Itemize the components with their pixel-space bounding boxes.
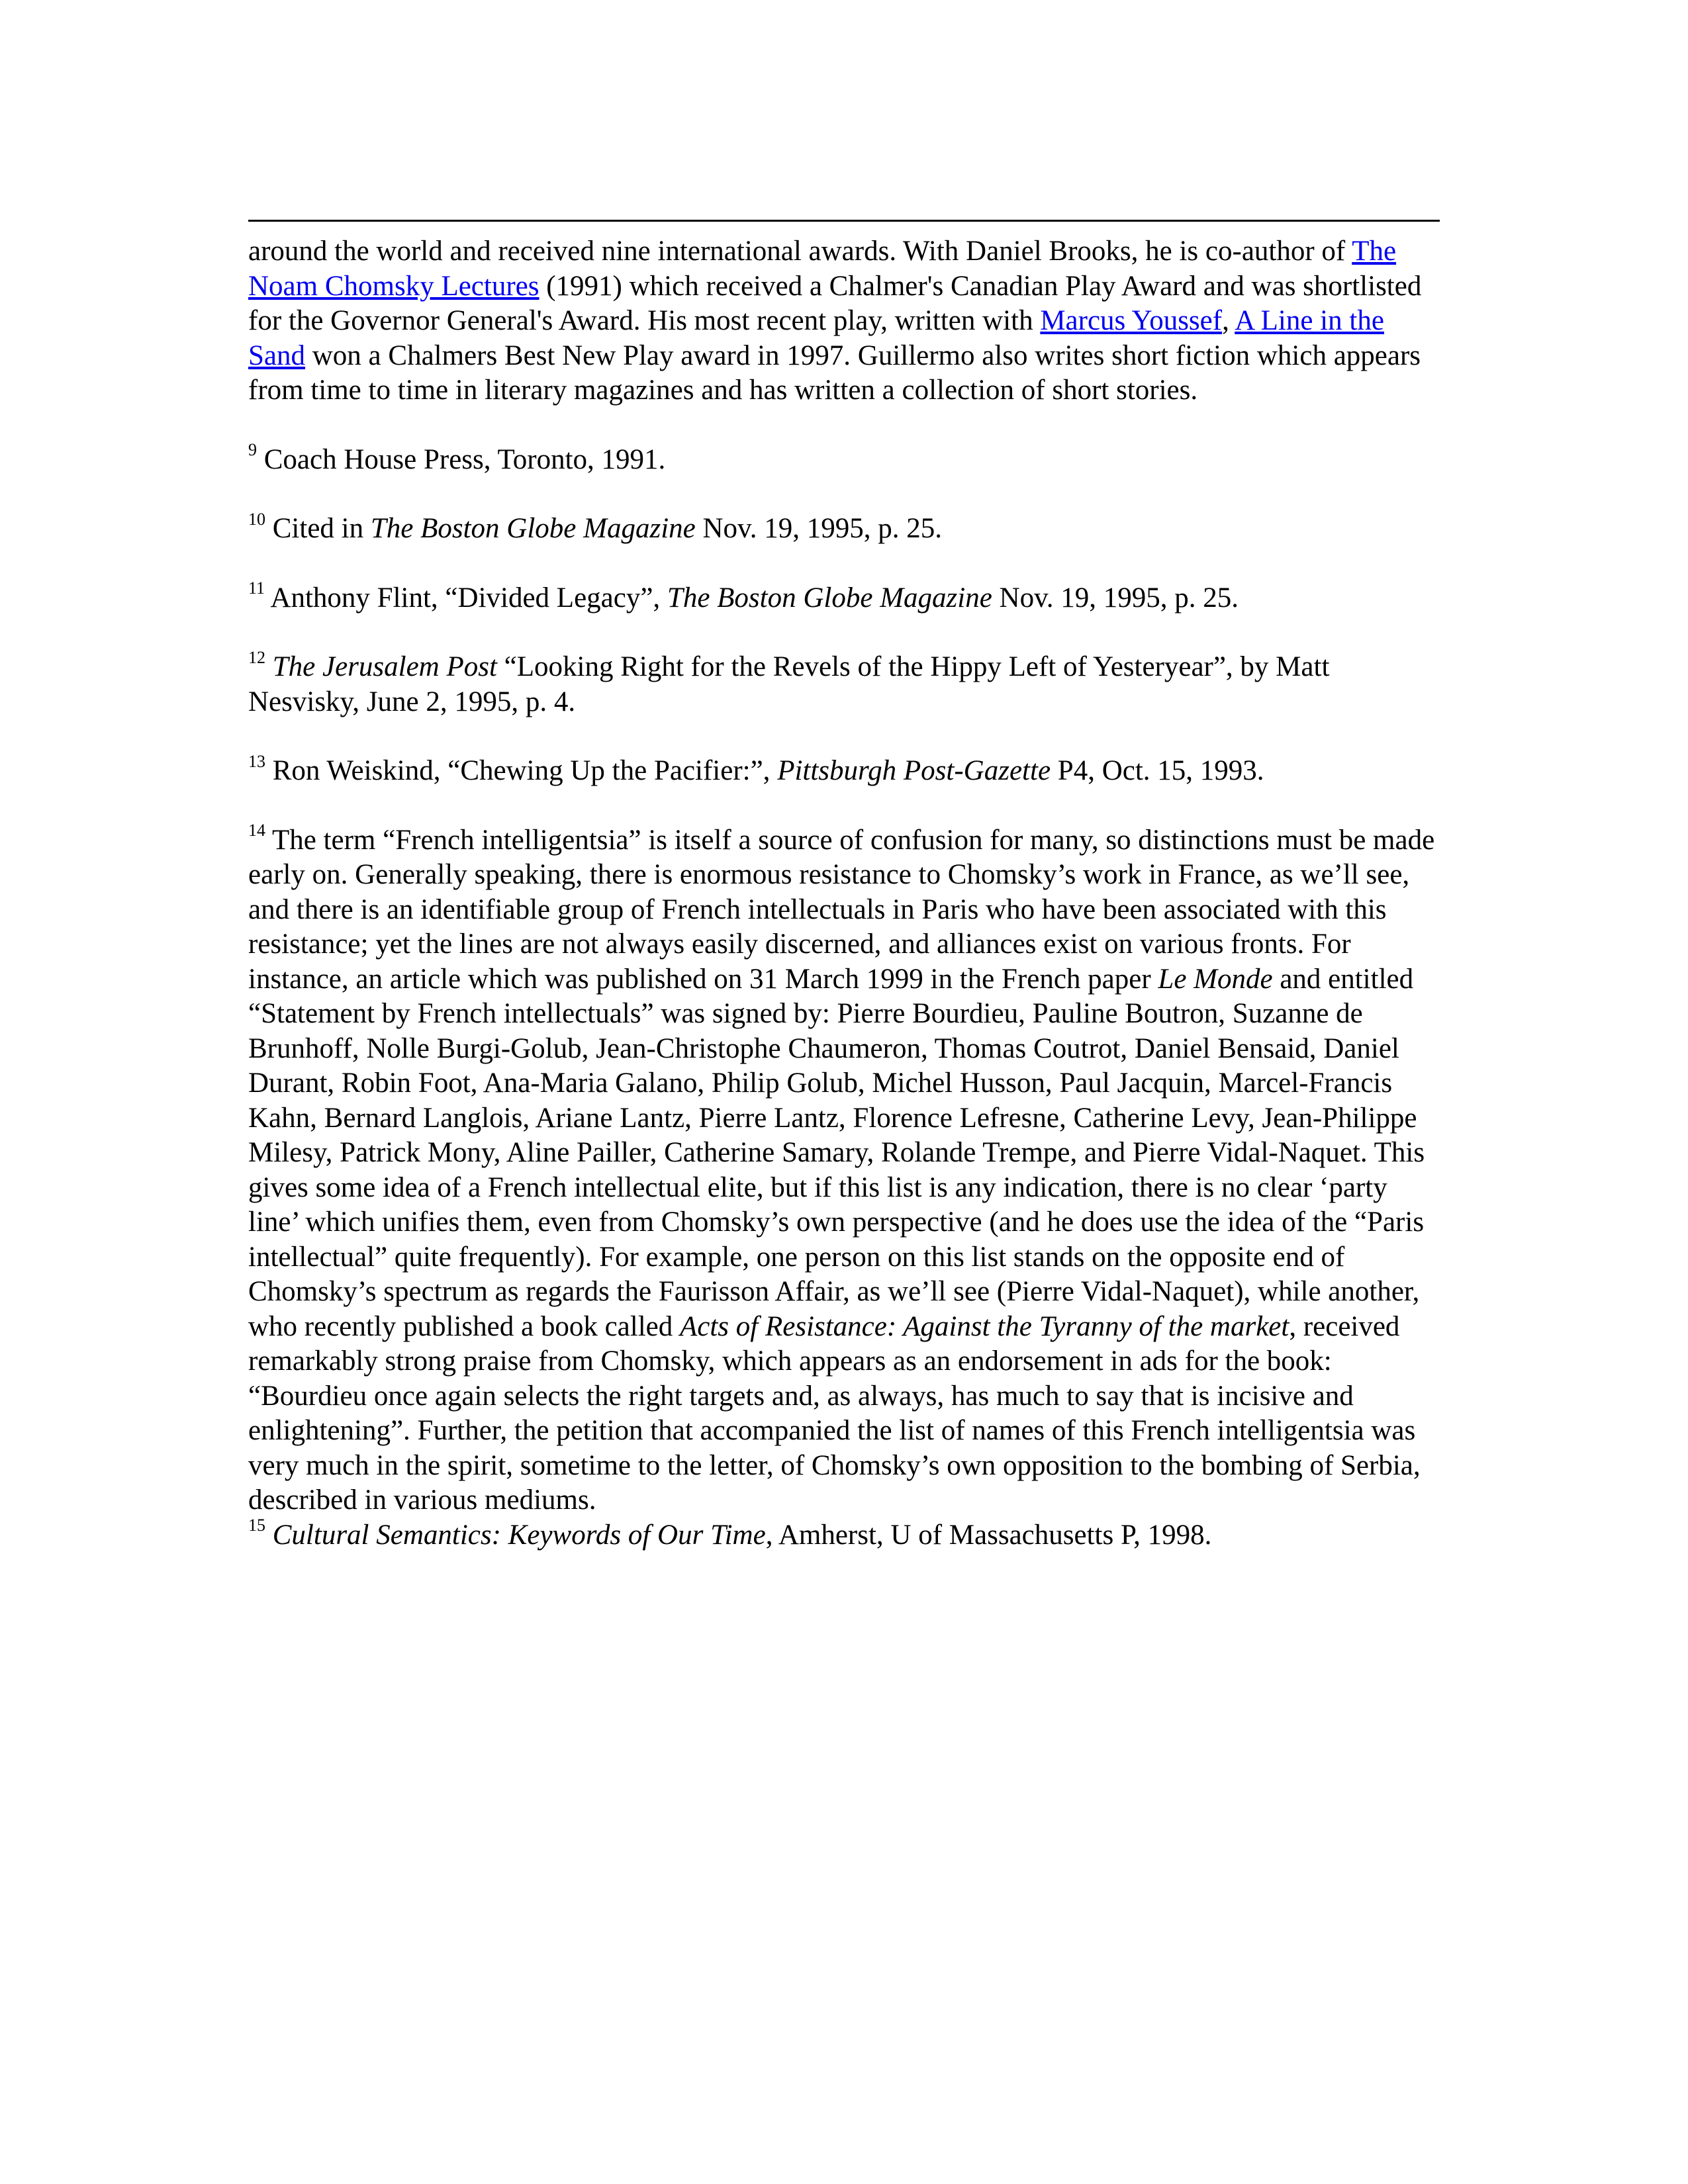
footnote-text: [265, 1520, 273, 1551]
footnote-14: [248, 823, 1440, 1518]
footnote-text: Nov. 19, 1995, p. 25.: [695, 513, 942, 544]
publication-title: The Boston Globe Magazine: [667, 582, 992, 614]
footnote-13: [248, 751, 1440, 789]
continuation-text-2: (1991) which received a Chalmer's Canadian Play Award and was shortlisted for the Governor General's Award. His most recent play, written with: [248, 270, 1422, 336]
footnote-number: 12: [248, 647, 265, 667]
link-noam-chomsky-lectures[interactable]: The Noam Chomsky Lectures: [248, 236, 1397, 302]
footnotes-area: [248, 234, 1440, 1553]
footnote-10: [248, 509, 1440, 547]
publication-title: The Jerusalem Post: [272, 651, 497, 682]
footnote-text: , Amherst, U of Massachusetts P, 1998.: [765, 1519, 1212, 1551]
footnote-12: [248, 647, 1440, 719]
footnote-number: 15: [248, 1516, 265, 1535]
footnote-text: Ron Weiskind, “Chewing Up the Pacifier:”,: [265, 755, 778, 786]
footnote-number: 11: [248, 578, 265, 598]
footnote-text: Cited in: [265, 513, 371, 544]
publication-title: Le Monde: [1158, 963, 1273, 995]
book-title: Acts of Resistance: Against the Tyranny of the market: [679, 1310, 1289, 1342]
footnote-8-continuation: [248, 234, 1440, 408]
continuation-text-1: around the world and received nine international awards. With Daniel Brooks, he is co-author of: [248, 236, 1352, 267]
continuation-text-3: ,: [1222, 305, 1235, 336]
footnote-text: Anthony Flint, “Divided Legacy”,: [265, 582, 667, 614]
link-marcus-youssef[interactable]: Marcus Youssef: [1040, 305, 1223, 336]
book-title: Cultural Semantics: Keywords of Our Time: [272, 1519, 766, 1551]
footnote-separator-rule: [248, 220, 1440, 222]
continuation-text-4: won a Chalmers Best New Play award in 1997. Guillermo also writes short fiction which appears from time to time in literary magazines and has written a collection of short stories.: [248, 340, 1421, 406]
footnote-number: 14: [248, 821, 265, 841]
footnote-15: [248, 1518, 1440, 1553]
footnote-text: The term “French intelligentsia” is itself a source of confusion for many, so distinctions must be made early on. Generally speaking, there is enormous resistance to Chomsky’s work in France, as we’ll see, and there is an identifiable group of French intellectuals in Paris who have been associated with this resistance; yet the lines are not always easily discerned, and alliances exist on various fronts. For instance, an article which was published on 31 March 1999 in the French paper: [248, 824, 1435, 995]
publication-title: Pittsburgh Post-Gazette: [777, 755, 1051, 786]
footnote-number: 10: [248, 509, 265, 529]
publication-title: The Boston Globe Magazine: [370, 513, 696, 544]
footnote-text: P4, Oct. 15, 1993.: [1051, 755, 1264, 786]
footnote-number: 9: [248, 440, 257, 460]
footnote-11: [248, 578, 1440, 616]
footnote-text: “Looking Right for the Revels of the Hippy Left of Yesteryear”, by Matt Nesvisky, June 2, 1995, p. 4.: [248, 651, 1330, 717]
footnote-text: and entitled “Statement by French intellectuals” was signed by: Pierre Bourdieu, Pauline Boutron, Suzanne de Brunhoff, Nolle Burgi-Golub, Jean-Christophe Chaumeron, Thomas Coutrot, Daniel Bensaid, Daniel Durant, Robin Foot, Ana-Maria Galano, Philip Golub, Michel Husson, Paul Jacquin, Marcel-Francis Kahn, Bernard Langlois, Ariane Lantz, Pierre Lantz, Florence Lefresne, Catherine Levy, Jean-Philippe Milesy, Patrick Mony, Aline Pailler, Catherine Samary, Rolande Trempe, and Pierre Vidal-Naquet. This gives some idea of a French intellectual elite, but if this list is any indication, there is no clear ‘party line’ which unifies them, even from Chomsky’s own perspective (and he does use the idea of the “Paris intellectual” quite frequently). For example, one person on this list stands on the opposite end of Chomsky’s spectrum as regards the Faurisson Affair, as we’ll see (Pierre Vidal-Naquet), while another, who recently published a book called: [248, 963, 1425, 1342]
footnote-9: [248, 440, 1440, 478]
link-a-line-in-the-sand[interactable]: A Line in the Sand: [248, 305, 1384, 371]
footnote-number: 13: [248, 751, 265, 771]
footnote-text: Nov. 19, 1995, p. 25.: [992, 582, 1239, 614]
footnote-text: , received remarkably strong praise from Chomsky, which appears as an endorsement in ads for the book: “Bourdieu once again selects the right targets and, as always, has much to say that is incisive and enlightening”. Further, the petition that accompanied the list of names of this French intelligentsia was very much in the spirit, sometime to the letter, of Chomsky’s own opposition to the bombing of Serbia, described in various mediums.: [248, 1310, 1421, 1516]
footnote-text: Coach House Press, Toronto, 1991.: [257, 443, 666, 475]
